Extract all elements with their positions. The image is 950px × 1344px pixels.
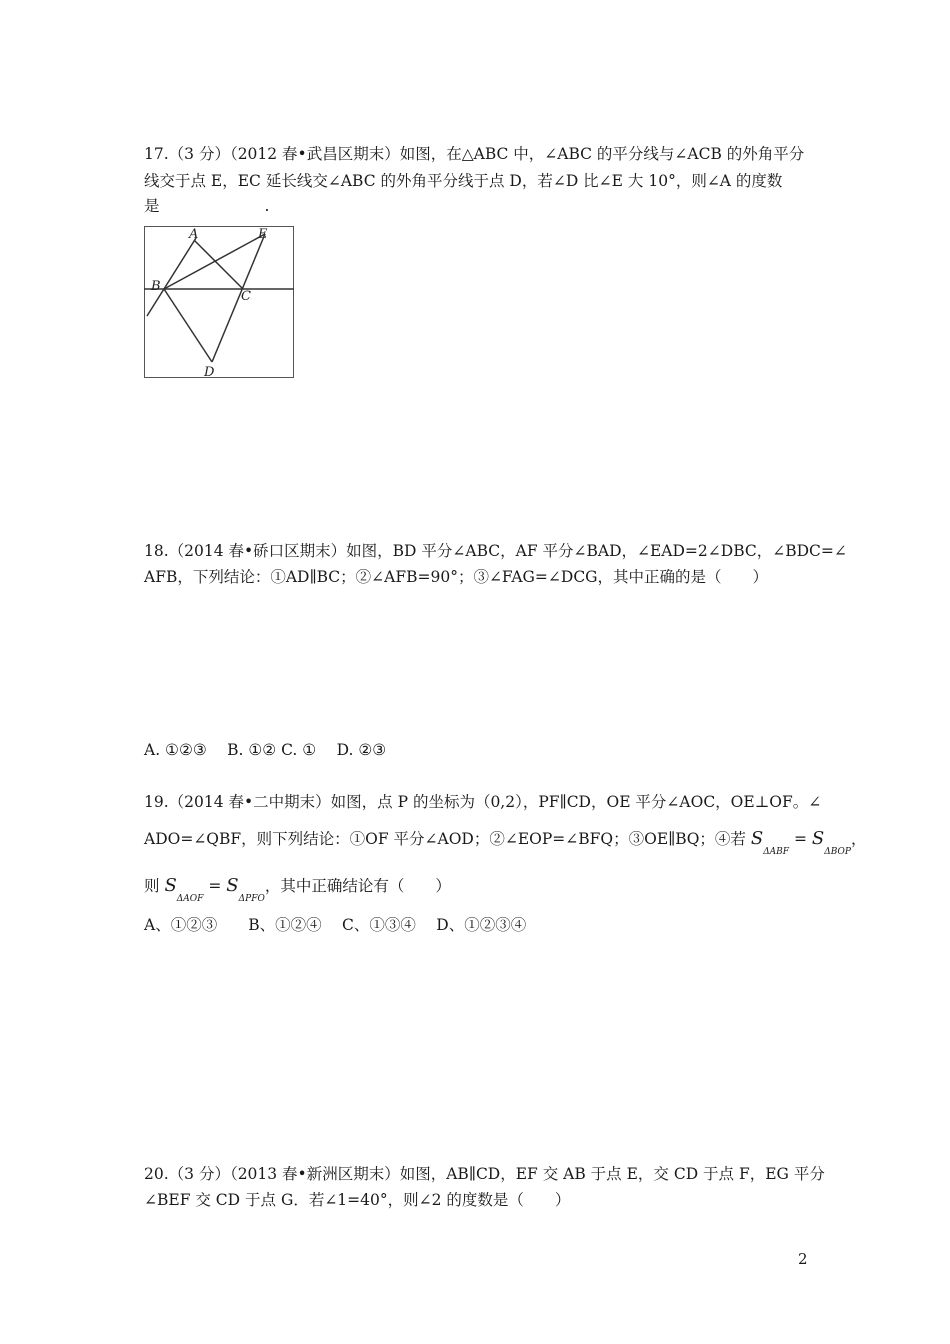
q20-line2: ∠BEF 交 CD 于点 G．若∠1=40°，则∠2 的度数是（ ） [144, 1191, 571, 1209]
page-number: 2 [798, 1250, 808, 1268]
triangle-figure-svg [144, 226, 294, 378]
label-a: A [189, 227, 199, 242]
area-equation-1: $S_{\Delta ABF} = S_{\Delta BOP}$， [750, 828, 867, 857]
area-equation-2: $S_{\Delta AOF} = S_{\Delta PFO}$ [164, 875, 265, 904]
q17-line3-prefix: 是 [144, 197, 160, 215]
segment-be [164, 234, 265, 289]
q19-line1: 19.（2014 春•二中期末）如图，点 P 的坐标为（0,2），PF∥CD，OE 平分∠AOC，OE⊥OF。∠ [144, 793, 822, 811]
line-ba-extended [147, 238, 196, 316]
q18-line1: 18.（2014 春•硚口区期末）如图，BD 平分∠ABC，AF 平分∠BAD，∠EAD=2∠DBC，∠BDC=∠ [144, 542, 847, 560]
label-e: E [258, 227, 268, 242]
q19-line2-text: ADO=∠QBF，则下列结论：①OF 平分∠AOD；②∠EOP=∠BFQ；③OE∥BQ；④若 [144, 830, 746, 848]
q17-line3 [144, 196, 269, 216]
q17-line2: 线交于点 E，EC 延长线交∠ABC 的外角平分线于点 D，若∠D 比∠E 大 10°，则∠A 的度数 [144, 172, 783, 190]
segment-ac [194, 240, 243, 289]
q20-line1: 20.（3 分）（2013 春•新洲区期末）如图，AB∥CD，EF 交 AB 于点 E，交 CD 于点 F，EG 平分 [144, 1165, 825, 1183]
q19-line2 [144, 828, 867, 857]
q19-options: A、①②③ B、①②④ C、①③④ D、①②③④ [144, 916, 527, 934]
q19-line3-prefix: 则 [144, 877, 160, 895]
segment-ed [212, 234, 265, 362]
label-b: B [151, 279, 161, 294]
figure-frame [145, 227, 294, 378]
triangle-figure [144, 226, 294, 378]
q19-line3 [144, 875, 451, 904]
q17-line3-suffix: . [264, 197, 270, 215]
segment-bd [164, 289, 212, 362]
label-d: D [204, 365, 215, 378]
q18-options: A. ①②③ B. ①② C. ① D. ②③ [144, 741, 387, 759]
q17-line1: 17.（3 分）（2012 春•武昌区期末）如图，在△ABC 中，∠ABC 的平分线与∠ACB 的外角平分 [144, 145, 805, 163]
q19-line3-suffix: ，其中正确结论有（ ） [264, 877, 451, 895]
label-c: C [241, 289, 251, 304]
q18-line2: AFB，下列结论：①AD∥BC；②∠AFB=90°；③∠FAG=∠DCG，其中正确的是（ ） [144, 568, 769, 586]
